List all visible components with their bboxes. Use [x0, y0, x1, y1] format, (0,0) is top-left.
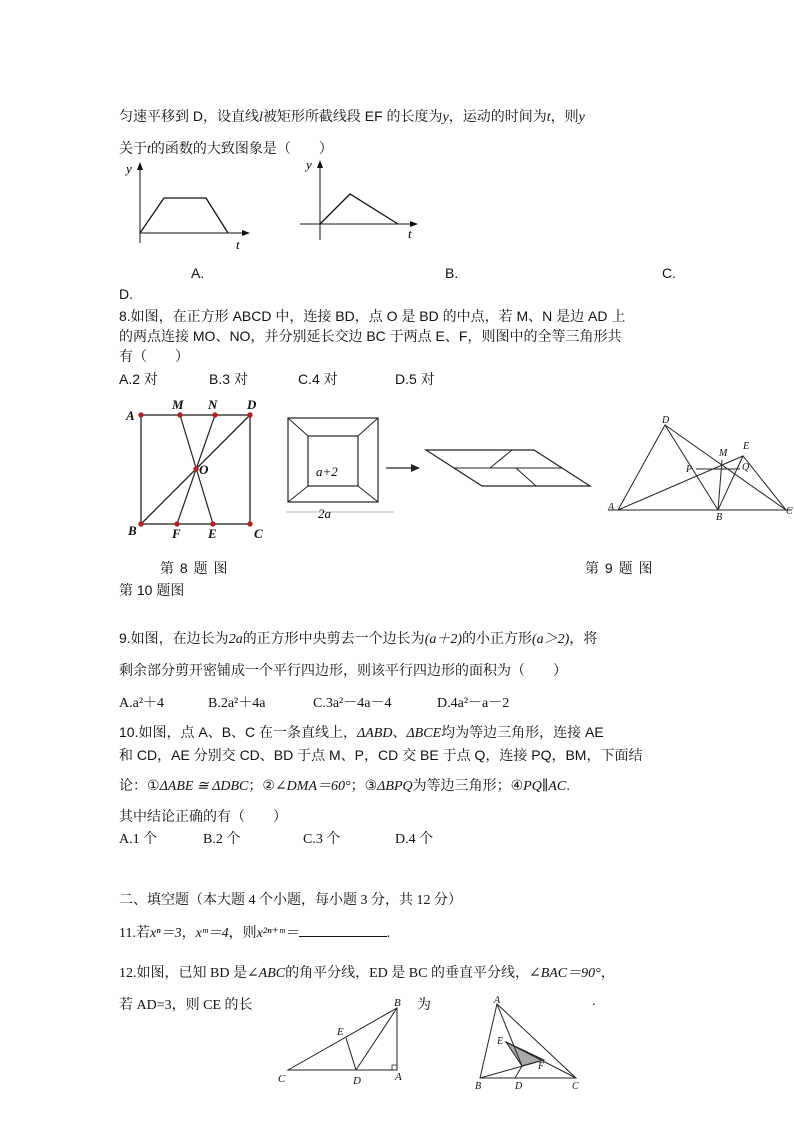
svg-text:B: B — [394, 997, 401, 1009]
q7-option-a: A. — [191, 265, 205, 281]
svg-text:O: O — [199, 462, 209, 477]
svg-text:N: N — [208, 397, 218, 412]
svg-text:E: E — [497, 1036, 504, 1047]
q8-text-line2: 的两点连接 MO、NO，并分别延长交边 BC 于两点 E、F，则图中的全等三角形共 — [119, 328, 622, 344]
q12-text-line2c: . — [592, 994, 596, 1009]
q8-text-line3: 有（ ） — [119, 348, 189, 364]
q12-text-line2b: 为 — [417, 998, 431, 1013]
svg-text:A: A — [126, 408, 135, 423]
svg-text:D: D — [662, 415, 670, 426]
q8-choice-b: B.3 对 — [209, 371, 248, 387]
q9-choice-a: A.a²＋4 — [119, 696, 165, 711]
fig9-diagram — [286, 416, 596, 522]
svg-text:F: F — [538, 1061, 545, 1072]
svg-text:B: B — [716, 512, 723, 523]
svg-text:C: C — [254, 526, 263, 541]
svg-text:E: E — [337, 1026, 344, 1038]
svg-text:M: M — [719, 448, 728, 459]
q10-choice-d: D.4 个 — [395, 832, 434, 847]
q7-text-line1: 匀速平移到 D，设直线l被矩形所截线段 EF 的长度为y，运动的时间为t，则y — [119, 108, 585, 125]
svg-text:D: D — [353, 1075, 361, 1087]
svg-text:A: A — [494, 995, 501, 1006]
svg-text:E: E — [208, 526, 217, 541]
q7-option-c: C. — [662, 265, 676, 281]
q12-text-line1: 12.如图，已知 BD 是∠ABC的角平分线，ED 是 BC 的垂直平分线，∠BAC＝90°， — [119, 966, 615, 981]
q9-choice-b: B.2a²＋4a — [208, 696, 266, 711]
svg-text:C: C — [786, 506, 793, 517]
svg-text:M: M — [172, 397, 184, 412]
q12-figure-1 — [276, 996, 414, 1088]
fig8-square-diagram — [120, 396, 270, 546]
q12-text-line2a: 若 AD=3，则 CE 的长 — [119, 998, 253, 1013]
fig8-caption: 第 8 题 图 — [160, 560, 229, 576]
q7-graph-a — [118, 158, 258, 250]
q7-text-line2: 关于t的函数的大致图象是（ ） — [119, 140, 333, 157]
q10-text-line1: 10.如图，点 A、B、C 在一条直线上，ΔABD、ΔBCE均为等边三角形，连接 AE — [119, 724, 604, 741]
q8-choice-c: C.4 对 — [298, 371, 338, 387]
q10-choice-c: C.3 个 — [303, 832, 341, 847]
q9-choice-c: C.3a²－4a－4 — [313, 696, 392, 711]
svg-text:B: B — [128, 523, 137, 538]
q7-graph-b — [298, 156, 428, 242]
graph-b-t-label: t — [408, 226, 412, 241]
svg-text:E: E — [743, 441, 750, 452]
svg-text:P: P — [686, 464, 693, 475]
graph-b-y-label: y — [306, 157, 312, 172]
section2-heading: 二、填空题（本大题 4 个小题，每小题 3 分，共 12 分） — [119, 893, 462, 908]
q10-choice-a: A.1 个 — [119, 832, 158, 847]
fig9-inner-label: a+2 — [316, 464, 338, 479]
fig9-outer-label: 2a — [318, 506, 331, 521]
q9-choice-d: D.4a²－a－2 — [437, 696, 510, 711]
fig9-caption: 第 9 题 图 — [585, 560, 654, 576]
q9-text-line1: 9.如图，在边长为2a的正方形中央剪去一个边长为(a＋2)的小正方形(a＞2)，将 — [119, 630, 598, 647]
graph-a-t-label: t — [236, 237, 240, 252]
fig10-caption: 第 10 题图 — [119, 582, 185, 598]
q9-text-line2: 剩余部分剪开密铺成一个平行四边形，则该平行四边形的面积为（ ） — [119, 662, 567, 678]
q12-figure-2 — [470, 996, 590, 1092]
q8-text-line1: 8.如图，在正方形 ABCD 中，连接 BD，点 O 是 BD 的中点，若 M、N 是边 AD 上 — [119, 308, 626, 324]
graph-a-y-label: y — [126, 161, 132, 176]
svg-text:A: A — [395, 1071, 402, 1083]
svg-text:D: D — [515, 1081, 523, 1092]
q10-text-line2: 和 CD，AE 分别交 CD、BD 于点 M、P，CD 交 BE 于点 Q，连接 PQ，BM，下面结 — [119, 747, 643, 763]
svg-text:A: A — [608, 502, 615, 513]
svg-text:F: F — [172, 526, 181, 541]
q10-choice-b: B.2 个 — [203, 832, 241, 847]
q7-option-d: D. — [119, 286, 133, 302]
q11-answer-blank[interactable] — [299, 922, 387, 937]
svg-text:Q: Q — [742, 462, 750, 473]
q8-choice-a: A.2 对 — [119, 371, 158, 387]
q7-option-b: B. — [445, 265, 459, 281]
fig10-diagram — [606, 412, 794, 523]
q8-choice-d: D.5 对 — [395, 371, 435, 387]
svg-text:C: C — [278, 1073, 286, 1085]
svg-text:D: D — [247, 397, 257, 412]
q10-text-line4: 其中结论正确的有（ ） — [119, 808, 287, 824]
q11-text: 11.若xⁿ＝3，xᵐ＝4，则x²ⁿ⁺ᵐ＝ . — [119, 922, 390, 942]
q10-text-line3: 论：①ΔABE ≅ ΔDBC；②∠DMA＝60°；③ΔBPQ为等边三角形；④PQ∥AC. — [119, 777, 571, 794]
svg-text:B: B — [475, 1081, 482, 1092]
svg-text:C: C — [572, 1081, 579, 1092]
